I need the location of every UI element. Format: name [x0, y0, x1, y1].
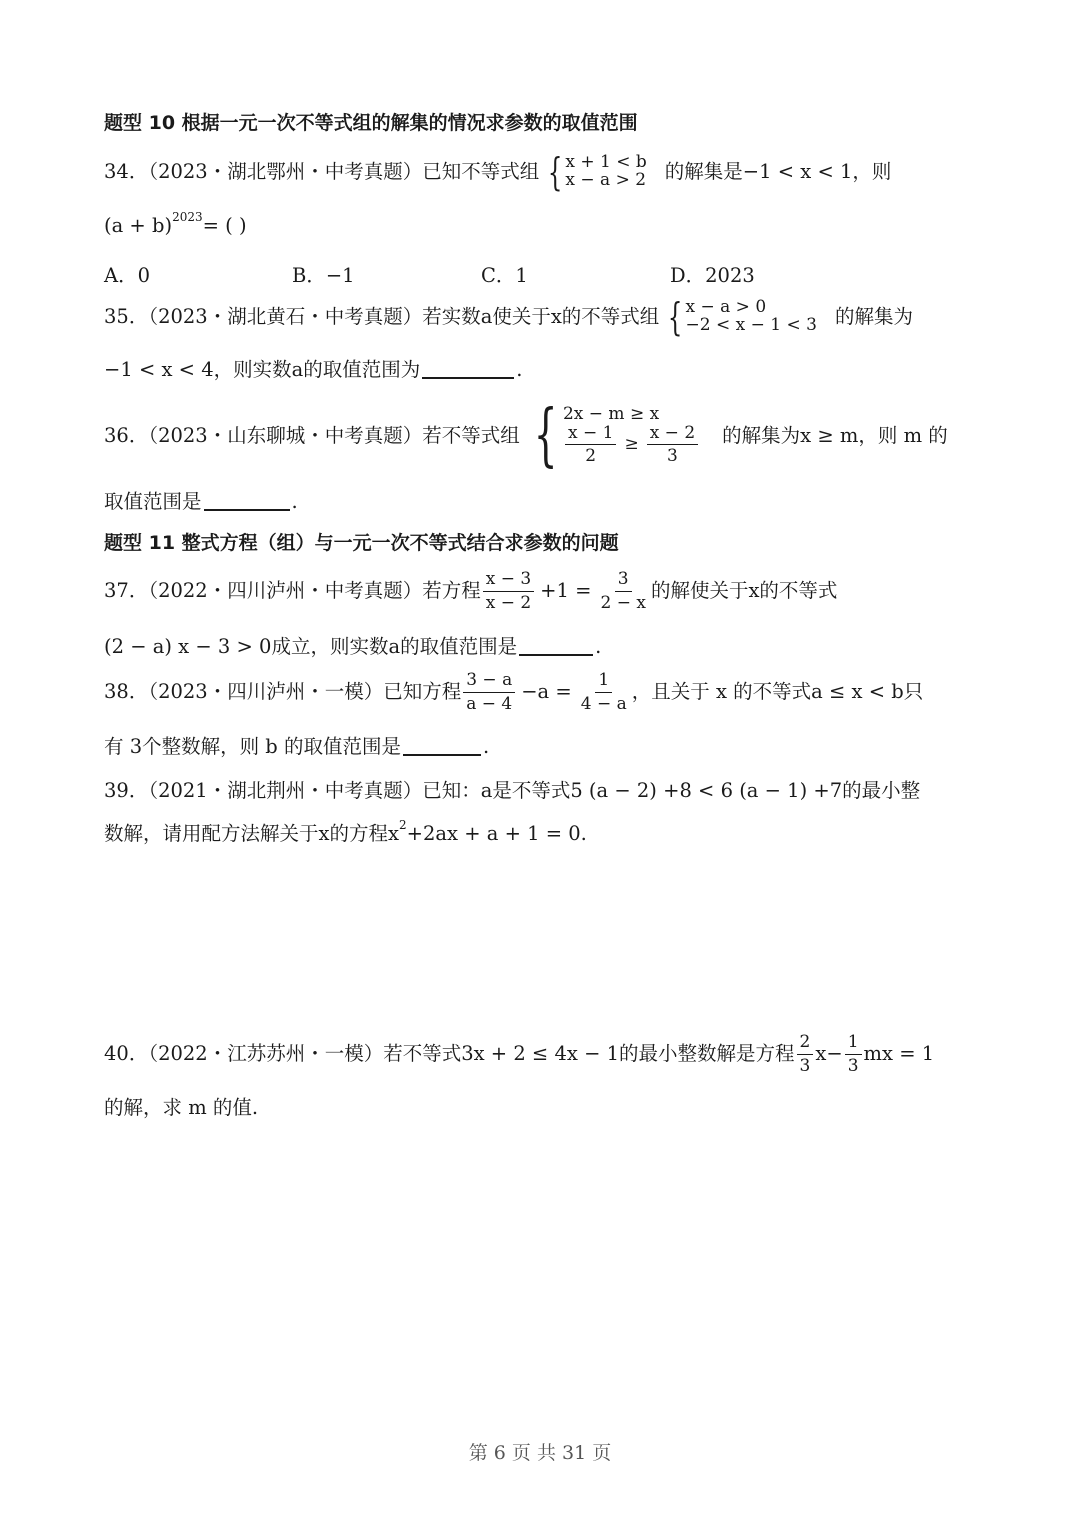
q38-fraction-1: $\frac{3 - a}{a - 4}$ — [463, 671, 515, 713]
q38-fraction-2: $\frac{1}{4 - a}$ — [580, 670, 627, 714]
q36-suffix: 的解集为x ≥ m，则 m 的 — [722, 424, 948, 448]
q34-inequality-system — [543, 150, 647, 194]
q34-brace: { — [548, 150, 563, 194]
q36-line2: 取值范围是 — [104, 490, 202, 513]
q40-fraction-1: $\frac{2}{3}$ — [797, 1033, 814, 1075]
q36-prefix: 36．（2023・山东聊城・中考真题）若不等式组 — [104, 424, 520, 448]
q35-suffix: 的解集为 — [834, 305, 913, 329]
question-35-line-2 — [104, 360, 522, 380]
q39-line2-b: +2ax + a + 1 = 0. — [406, 822, 587, 845]
q38-line2: 有 3个整数解，则 b 的取值范围是 — [104, 735, 401, 758]
q34-sys-top: x + 1 < b — [565, 152, 647, 173]
q36-answer-blank[interactable] — [204, 493, 290, 511]
q34-option-d: D．2023 — [670, 264, 755, 287]
question-34-line-2 — [104, 209, 247, 237]
q34-expr-exponent: 2023 — [172, 209, 203, 224]
q37-suffix: 的解使关于x的不等式 — [650, 579, 838, 603]
q37-line2: (2 − a) x − 3 > 0成立，则实数a的取值范围是 — [104, 635, 518, 658]
question-35-line-1 — [104, 295, 913, 339]
question-34-line-1 — [104, 150, 892, 194]
q34-option-b: B．−1 — [292, 264, 355, 287]
q40-prefix: 40．（2022・江苏苏州・一模）若不等式3x + 2 ≤ 4x − 1的最小整数解是方程 — [104, 1042, 795, 1066]
q35-brace: { — [668, 295, 683, 339]
q37-answer-blank[interactable] — [519, 638, 593, 656]
q36-fraction-2: $\frac{x - 2}{3}$ — [647, 424, 698, 466]
q34-expr-rest: = ( ) — [202, 214, 247, 237]
q36-brace: { — [533, 396, 558, 475]
question-40-line-2: 的解，求 m 的值. — [104, 1096, 259, 1119]
q35-sys-top: x − a > 0 — [685, 297, 767, 318]
q38-answer-blank[interactable] — [403, 738, 481, 756]
q37-prefix: 37．（2022・四川泸州・中考真题）若方程 — [104, 579, 481, 603]
q34-option-a: A．0 — [104, 264, 150, 287]
q38-line2-end: . — [483, 735, 490, 758]
q36-fraction-1: $\frac{x - 1}{2}$ — [565, 424, 616, 466]
q36-inequality-system — [524, 396, 700, 475]
q37-fraction-1: $\frac{x - 3}{x - 2}$ — [483, 570, 534, 612]
q39-line2-a: 数解，请用配方法解关于x的方程x — [104, 822, 399, 845]
q35-line2-end: . — [516, 358, 523, 381]
q34-sys-bottom: x − a > 2 — [565, 170, 647, 190]
q36-relation: ≥ — [624, 434, 639, 454]
q36-line2-end: . — [291, 490, 298, 513]
question-40-line-1 — [104, 1033, 934, 1075]
q40-mid: x− — [815, 1042, 843, 1066]
question-38-line-2 — [104, 737, 489, 757]
q34-expr-base: (a + b) — [104, 214, 173, 237]
section-heading-11: 题型 11 整式方程（组）与一元一次不等式结合求参数的问题 — [104, 532, 619, 554]
question-36-line-2 — [104, 492, 298, 512]
q36-sys-top: 2x − m ≥ x — [562, 403, 660, 424]
q34-option-c: C．1 — [481, 264, 528, 287]
q34-prefix: 34．（2023・湖北鄂州・中考真题）已知不等式组 — [104, 160, 540, 184]
q38-prefix: 38．（2023・四川泸州・一模）已知方程 — [104, 680, 462, 704]
question-38-line-1 — [104, 671, 923, 713]
q38-suffix: ，且关于 x 的不等式a ≤ x < b只 — [631, 680, 924, 704]
q37-fraction-2: $\frac{3}{2 - x}$ — [600, 569, 646, 613]
question-37-line-2 — [104, 637, 601, 657]
page-footer: 第 6 页 共 31 页 — [468, 1442, 612, 1464]
section-heading-10: 题型 10 根据一元一次不等式组的解集的情况求参数的取值范围 — [104, 112, 638, 134]
q35-inequality-system — [663, 295, 817, 339]
q38-mid: −a = — [521, 680, 572, 704]
q35-prefix: 35．（2023・湖北黄石・中考真题）若实数a使关于x的不等式组 — [104, 305, 660, 329]
q35-line2: −1 < x < 4，则实数a的取值范围为 — [104, 358, 421, 381]
q39-exponent: 2 — [399, 817, 407, 832]
q34-suffix: 的解集是−1 < x < 1，则 — [664, 160, 892, 184]
q37-line2-end: . — [595, 635, 602, 658]
q35-sys-bottom: −2 < x − 1 < 3 — [685, 315, 817, 335]
q37-mid: +1 = — [540, 579, 592, 603]
q40-suffix: mx = 1 — [863, 1042, 935, 1066]
question-39-line-2 — [104, 817, 587, 845]
question-39-line-1: 39．（2021・湖北荆州・中考真题）已知：a是不等式5 (a − 2) +8 < 6 (a − 1) +7的最小整 — [104, 779, 921, 802]
question-37-line-1 — [104, 570, 837, 612]
q40-fraction-2: $\frac{1}{3}$ — [845, 1033, 862, 1075]
q35-answer-blank[interactable] — [422, 361, 514, 379]
question-36-line-1 — [104, 396, 948, 475]
